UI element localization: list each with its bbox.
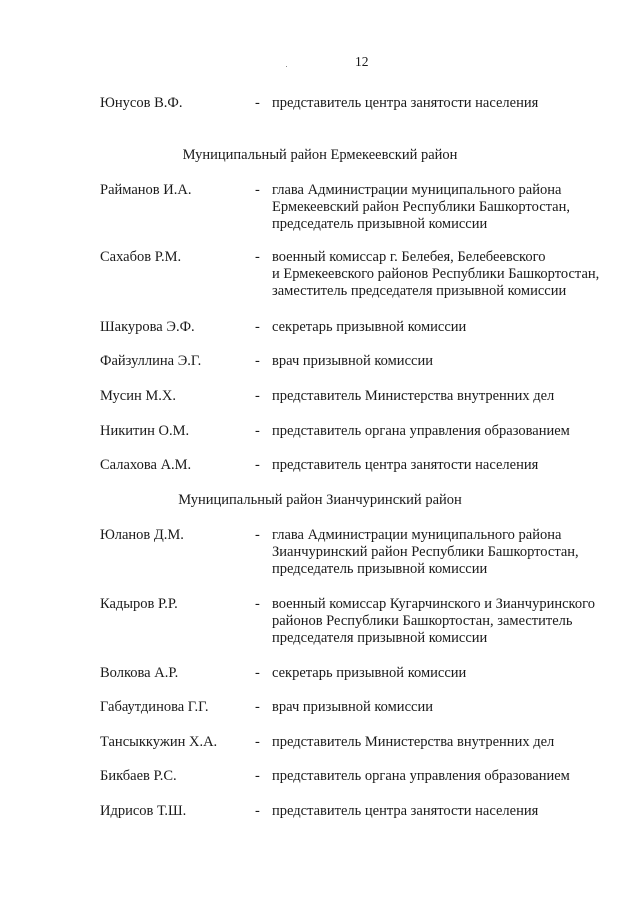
member-role bbox=[272, 457, 617, 474]
section-heading: Муниципальный район Зианчуринский район bbox=[178, 492, 462, 508]
member-role bbox=[272, 388, 617, 405]
role-line: представитель органа управления образованием bbox=[272, 768, 570, 784]
role-line: и Ермекеевского районов Республики Башкортостан, bbox=[272, 266, 600, 282]
member-name: Сахабов Р.М. bbox=[100, 249, 182, 265]
role-line: секретарь призывной комиссии bbox=[272, 319, 467, 335]
separator-dash: - bbox=[255, 596, 260, 612]
member-role bbox=[272, 734, 617, 751]
separator-dash: - bbox=[255, 249, 260, 265]
role-line: Зианчуринский район Республики Башкортостан, bbox=[272, 544, 579, 560]
member-name: Юланов Д.М. bbox=[100, 527, 184, 543]
member-role bbox=[272, 768, 617, 785]
separator-dash: - bbox=[255, 95, 260, 111]
role-line: представитель Министерства внутренних дел bbox=[272, 734, 555, 750]
role-line: представитель центра занятости населения bbox=[272, 95, 539, 111]
role-line: представитель Министерства внутренних дел bbox=[272, 388, 555, 404]
member-name: Кадыров Р.Р. bbox=[100, 596, 178, 612]
page-number: 12 bbox=[355, 54, 369, 69]
role-line: районов Республики Башкортостан, заместитель bbox=[272, 613, 573, 629]
role-line: председатель призывной комиссии bbox=[272, 216, 488, 232]
member-name: Шакурова Э.Ф. bbox=[100, 319, 195, 335]
member-role bbox=[272, 95, 617, 112]
separator-dash: - bbox=[255, 699, 260, 715]
role-line: заместитель председателя призывной комиссии bbox=[272, 283, 567, 299]
role-line: представитель центра занятости населения bbox=[272, 457, 539, 473]
member-role bbox=[272, 249, 617, 300]
member-name: Мусин М.Х. bbox=[100, 388, 176, 404]
role-line: Ермекеевский район Республики Башкортостан, bbox=[272, 199, 570, 215]
member-name: Никитин О.М. bbox=[100, 423, 190, 439]
member-role bbox=[272, 527, 617, 578]
member-role bbox=[272, 803, 617, 820]
member-role bbox=[272, 423, 617, 440]
separator-dash: - bbox=[255, 457, 260, 473]
member-name: Тансыккужин Х.А. bbox=[100, 734, 218, 750]
member-role bbox=[272, 182, 617, 233]
role-line: врач призывной комиссии bbox=[272, 699, 433, 715]
role-line: председатель призывной комиссии bbox=[272, 561, 488, 577]
role-line: представитель органа управления образованием bbox=[272, 423, 570, 439]
member-name: Юнусов В.Ф. bbox=[100, 95, 183, 111]
member-name: Райманов И.А. bbox=[100, 182, 192, 198]
member-name: Габаутдинова Г.Г. bbox=[100, 699, 209, 715]
role-line: глава Администрации муниципального района bbox=[272, 182, 562, 198]
role-line: глава Администрации муниципального района bbox=[272, 527, 562, 543]
role-line: председателя призывной комиссии bbox=[272, 630, 488, 646]
member-name: Файзуллина Э.Г. bbox=[100, 353, 202, 369]
role-line: врач призывной комиссии bbox=[272, 353, 433, 369]
member-role bbox=[272, 596, 617, 647]
section-heading: Муниципальный район Ермекеевский район bbox=[182, 147, 458, 163]
role-line: военный комиссар Кугарчинского и Зианчуринского bbox=[272, 596, 595, 612]
separator-dash: - bbox=[255, 353, 260, 369]
member-role bbox=[272, 319, 617, 336]
member-role bbox=[272, 699, 617, 716]
separator-dash: - bbox=[255, 527, 260, 543]
separator-dash: - bbox=[255, 388, 260, 404]
separator-dash: - bbox=[255, 182, 260, 198]
separator-dash: - bbox=[255, 803, 260, 819]
scan-speck bbox=[286, 66, 287, 67]
separator-dash: - bbox=[255, 734, 260, 750]
separator-dash: - bbox=[255, 423, 260, 439]
member-role bbox=[272, 353, 617, 370]
member-role bbox=[272, 665, 617, 682]
separator-dash: - bbox=[255, 319, 260, 335]
role-line: представитель центра занятости населения bbox=[272, 803, 539, 819]
member-name: Идрисов Т.Ш. bbox=[100, 803, 187, 819]
separator-dash: - bbox=[255, 665, 260, 681]
separator-dash: - bbox=[255, 768, 260, 784]
member-name: Салахова А.М. bbox=[100, 457, 192, 473]
role-line: секретарь призывной комиссии bbox=[272, 665, 467, 681]
member-name: Волкова А.Р. bbox=[100, 665, 179, 681]
member-name: Бикбаев Р.С. bbox=[100, 768, 177, 784]
role-line: военный комиссар г. Белебея, Белебеевского bbox=[272, 249, 546, 265]
